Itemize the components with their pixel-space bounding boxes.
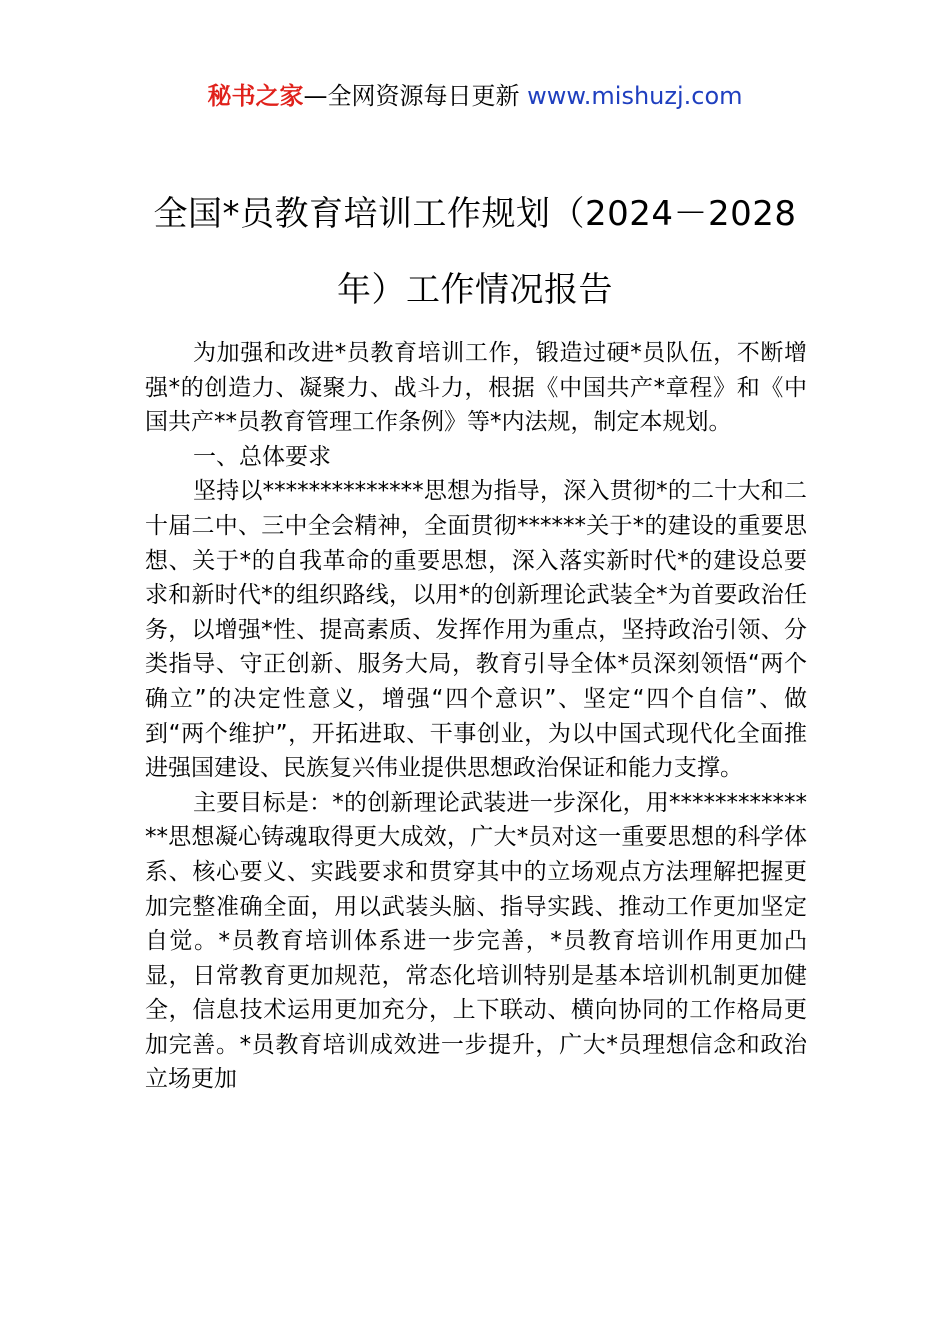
site-brand: 秘书之家 xyxy=(207,82,304,110)
site-url[interactable]: www.mishuzj.com xyxy=(527,82,743,110)
document-title: 全国*员教育培训工作规划（2024－2028年）工作情况报告 xyxy=(153,194,797,310)
paragraph-guiding-thought: 坚持以**************思想为指导，深入贯彻*的二十大和二十届二中、三中全会精神，全面贯彻******关于*的建设的重要思想、关于*的自我革命的重要思想，深入落实新时代*的建设总要求和新时代*的组织路线，以用*的创新理论武装全*为首要政治任务，以增强*性、提高素质、发挥作用为重点，坚持政治引领、分类指导、守正创新、服务大局，教育引导全体*员深刻领悟“两个确立”的决定性意义，增强“四个意识”、坚定“四个自信”、做到“两个维护”，开拓进取、干事创业，为以中国式现代化全面推进强国建设、民族复兴伟业提供思想政治保证和能力支撑。 xyxy=(145,478,807,782)
section-heading: 一、总体要求 xyxy=(193,443,331,470)
site-header xyxy=(0,80,950,112)
paragraph-intro: 为加强和改进*员教育培训工作，锻造过硬*员队伍，不断增强*的创造力、凝聚力、战斗力，根据《中国共产*章程》和《中国共产**员教育管理工作条例》等*内法规，制定本规划。 xyxy=(145,340,807,436)
site-tagline: —全网资源每日更新 xyxy=(303,82,528,110)
document-body xyxy=(145,336,807,1097)
paragraph-main-goals: 主要目标是：*的创新理论武装进一步深化，用**************思想凝心铸魂取得更大成效，广大*员对这一重要思想的科学体系、核心要义、实践要求和贯穿其中的立场观点方法理解把握更加完整准确全面，用以武装头脑、指导实践、推动工作更加坚定自觉。*员教育培训体系进一步完善，*员教育培训作用更加凸显，日常教育更加规范，常态化培训特别是基本培训机制更加健全，信息技术运用更加充分，上下联动、横向协同的工作格局更加完善。*员教育培训成效进一步提升，广大*员理想信念和政治立场更加 xyxy=(145,789,807,1093)
